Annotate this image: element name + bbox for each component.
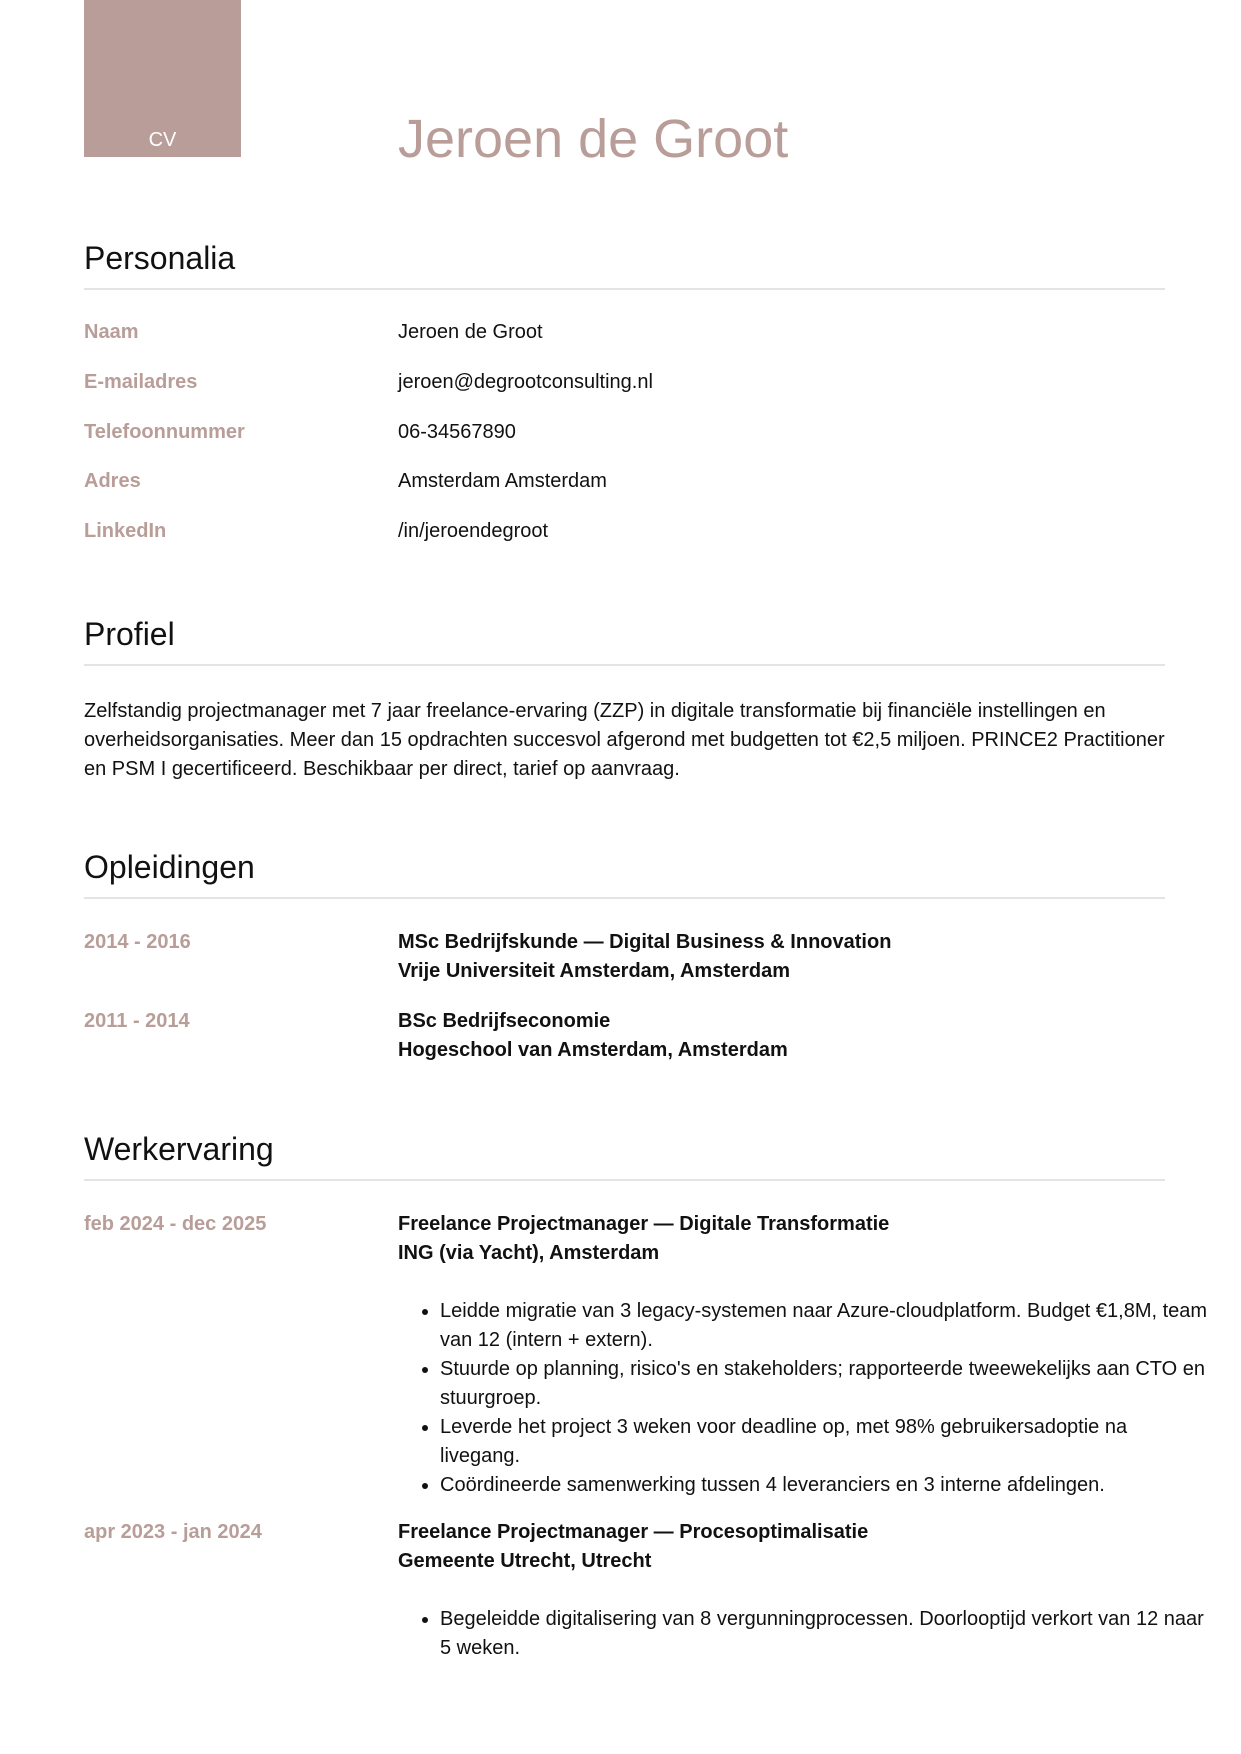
- profile-summary: Zelfstandig projectmanager met 7 jaar freelance-ervaring (ZZP) in digitale transformatie bij financiële instellingen en overheidsorganisaties. Meer dan 15 opdrachten succesvol afgerond met budgetten tot €2,5 miljoen. PRINCE2 Practitioner en PSM I gecertificeerd. Beschikbaar per direct, tarief op aanvraag.: [84, 700, 1165, 780]
- job-responsibilities: [398, 1605, 1210, 1663]
- section-divider: [84, 1179, 1165, 1181]
- education-period: 2014 - 2016: [84, 931, 191, 953]
- education-period: 2011 - 2014: [84, 1010, 190, 1032]
- cv-badge-label: CV: [148, 129, 177, 151]
- list-item: • Leidde migratie van 3 legacy-systemen naar Azure-cloudplatform. Budget €1,8M, team van 12 (intern + extern).: [440, 1297, 1210, 1355]
- personalia-label-email: E-mailadres: [84, 371, 198, 393]
- list-item: • Stuurde op planning, risico's en stakeholders; rapporteerde tweewekelijks aan CTO en stuurgroep.: [440, 1355, 1210, 1413]
- education-institution: Hogeschool van Amsterdam, Amsterdam: [398, 1039, 788, 1061]
- section-divider: [84, 897, 1165, 899]
- list-item: • Leverde het project 3 weken voor deadline op, met 98% gebruikersadoptie na livegang.: [440, 1413, 1210, 1471]
- personalia-label-name: Naam: [84, 321, 139, 343]
- personalia-label-address: Adres: [84, 470, 141, 492]
- section-divider: [84, 288, 1165, 290]
- personalia-value-linkedin: /in/jeroendegroot: [398, 520, 549, 542]
- job-period: feb 2024 - dec 2025: [84, 1213, 267, 1235]
- section-title-werkervaring: Werkervaring: [84, 1131, 274, 1167]
- job-title: Freelance Projectmanager — Digitale Transformatie: [398, 1213, 890, 1235]
- personalia-value-email: jeroen@degrootconsulting.nl: [398, 371, 653, 393]
- personalia-value-phone: 06-34567890: [398, 421, 516, 443]
- list-item: • Begeleidde digitalisering van 8 vergunningprocessen. Doorlooptijd verkort van 12 naar 5 weken.: [440, 1605, 1210, 1663]
- education-institution: Vrije Universiteit Amsterdam, Amsterdam: [398, 960, 791, 982]
- section-title-profiel: Profiel: [84, 616, 175, 652]
- personalia-label-linkedin: LinkedIn: [84, 520, 167, 542]
- section-title-personalia: Personalia: [84, 240, 236, 276]
- job-employer: ING (via Yacht), Amsterdam: [398, 1242, 660, 1264]
- job-title: Freelance Projectmanager — Procesoptimalisatie: [398, 1521, 869, 1543]
- job-responsibilities: [398, 1297, 1210, 1500]
- personalia-label-phone: Telefoonnummer: [84, 421, 245, 443]
- job-period: apr 2023 - jan 2024: [84, 1521, 262, 1543]
- job-employer: Gemeente Utrecht, Utrecht: [398, 1550, 652, 1572]
- list-item: • Coördineerde samenwerking tussen 4 leveranciers en 3 interne afdelingen.: [440, 1471, 1210, 1500]
- section-title-opleidingen: Opleidingen: [84, 849, 255, 885]
- personalia-value-name: Jeroen de Groot: [398, 321, 543, 343]
- section-divider: [84, 664, 1165, 666]
- personalia-value-address: Amsterdam Amsterdam: [398, 470, 607, 492]
- education-degree: BSc Bedrijfseconomie: [398, 1010, 611, 1032]
- candidate-name: Jeroen de Groot: [398, 109, 789, 169]
- cv-badge: [84, 0, 241, 157]
- education-degree: MSc Bedrijfskunde — Digital Business & Innovation: [398, 931, 892, 953]
